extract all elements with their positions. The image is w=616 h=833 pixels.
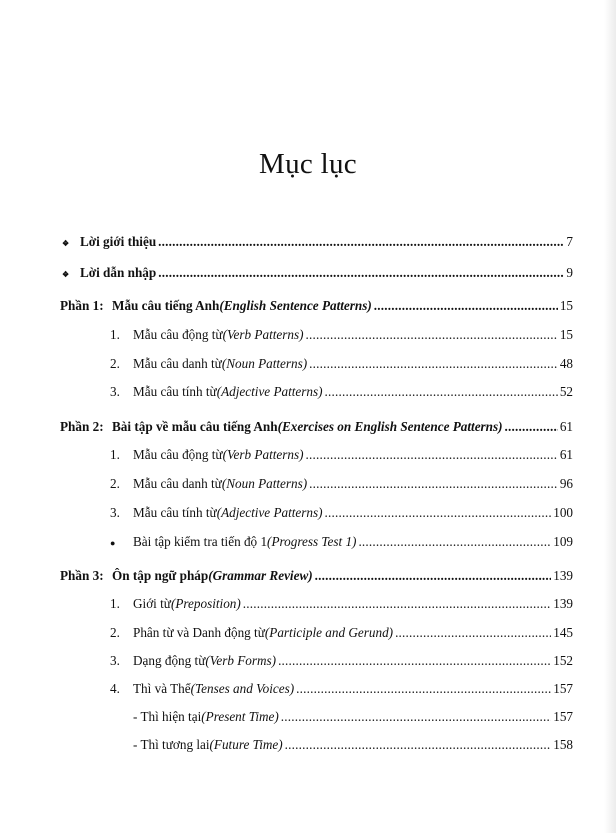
toc-entry-title: Mẫu câu danh từ	[133, 356, 222, 371]
toc-entry-page: 139	[553, 568, 573, 583]
toc-entry-title: Dạng động từ	[133, 653, 206, 668]
dot-leader	[306, 327, 558, 343]
dot-leader	[309, 356, 558, 372]
toc-entry-marker: Phần 1:	[60, 298, 104, 313]
toc-entry-marker: ●	[110, 538, 116, 548]
toc-entry-english-title: (Verb Patterns)	[222, 447, 304, 462]
toc-entry-page: 7	[566, 234, 573, 249]
toc-entry[interactable]	[110, 653, 573, 669]
toc-entry-page: 96	[559, 476, 573, 491]
dot-leader	[505, 419, 558, 435]
toc-entry-english-title: (Exercises on English Sentence Patterns)	[277, 419, 503, 434]
toc-entry-marker: 2.	[110, 476, 120, 491]
toc-entry[interactable]	[110, 476, 573, 492]
toc-entry-title: Mẫu câu danh từ	[133, 476, 222, 491]
page-edge-shadow	[604, 0, 616, 833]
toc-entry-page: 61	[559, 419, 573, 434]
dot-leader	[395, 625, 551, 641]
toc-entry-english-title: (Adjective Patterns)	[216, 384, 323, 399]
dot-leader	[325, 384, 558, 400]
toc-entry-page: 157	[553, 709, 573, 724]
toc-entry-marker: 1.	[110, 327, 120, 342]
dot-leader	[309, 476, 558, 492]
dot-leader	[325, 505, 552, 521]
toc-entry-marker: 2.	[110, 356, 120, 371]
dot-leader	[315, 568, 552, 584]
dot-leader	[281, 709, 551, 725]
toc-entry-title: - Thì tương lai	[133, 737, 210, 752]
toc-entry-marker: ❖	[62, 270, 70, 279]
toc-entry-marker: 3.	[110, 653, 120, 668]
toc-entry-english-title: (Adjective Patterns)	[216, 505, 323, 520]
toc-entry-marker: 1.	[110, 447, 120, 462]
dot-leader	[285, 737, 552, 753]
toc-entry-title: Lời giới thiệu	[80, 234, 157, 249]
toc-entry-page: 100	[553, 505, 573, 520]
toc-entry[interactable]	[133, 737, 573, 753]
dot-leader	[158, 234, 564, 250]
toc-entry-english-title: (Grammar Review)	[208, 568, 313, 583]
toc-entry-page: 15	[559, 327, 573, 342]
toc-entry[interactable]	[110, 625, 573, 641]
toc-entry-title: - Thì hiện tại	[133, 709, 202, 724]
toc-entry-english-title: (Noun Patterns)	[221, 356, 308, 371]
toc-entry-page: 152	[553, 653, 573, 668]
toc-entry[interactable]	[60, 419, 573, 435]
toc-entry[interactable]	[110, 681, 573, 697]
toc-entry-english-title: (Noun Patterns)	[221, 476, 308, 491]
toc-entry-page: 52	[559, 384, 573, 399]
toc-entry[interactable]	[60, 298, 573, 314]
toc-entry[interactable]	[110, 505, 573, 521]
toc-entry-page: 61	[559, 447, 573, 462]
toc-entry[interactable]	[133, 709, 573, 725]
toc-entry-title: Mẫu câu tiếng Anh	[112, 298, 220, 313]
toc-entry-english-title: (English Sentence Patterns)	[219, 298, 372, 313]
toc-entry-title: Mẫu câu động từ	[133, 447, 223, 462]
toc-entry-title: Ôn tập ngữ pháp	[112, 568, 209, 583]
toc-entry-marker: Phần 3:	[60, 568, 104, 583]
toc-entry-marker: Phần 2:	[60, 419, 104, 434]
toc-entry-title: Bài tập kiểm tra tiến độ 1	[133, 534, 268, 549]
dot-leader	[278, 653, 551, 669]
toc-entry-page: 157	[553, 681, 573, 696]
toc-entry-marker: 1.	[110, 596, 120, 611]
dot-leader	[296, 681, 551, 697]
toc-entry-page: 109	[553, 534, 573, 549]
toc-entry[interactable]	[110, 534, 573, 550]
toc-entry-english-title: (Verb Forms)	[205, 653, 277, 668]
toc-entry-english-title: (Verb Patterns)	[222, 327, 304, 342]
toc-entry-title: Giới từ	[133, 596, 171, 611]
page-title: Mục lục	[259, 148, 357, 180]
toc-entry-page: 139	[553, 596, 573, 611]
toc-entry-title: Mẫu câu động từ	[133, 327, 223, 342]
toc-entry-title: Thì và Thể	[133, 681, 191, 696]
dot-leader	[374, 298, 558, 314]
toc-entry-marker: ❖	[62, 239, 70, 248]
toc-entry-marker: 3.	[110, 384, 120, 399]
toc-entry[interactable]	[110, 447, 573, 463]
dot-leader	[306, 447, 558, 463]
toc-entry-title: Bài tập về mẫu câu tiếng Anh	[112, 419, 278, 434]
toc-entry-marker: 3.	[110, 505, 120, 520]
toc-entry-marker: 2.	[110, 625, 120, 640]
toc-entry[interactable]	[110, 327, 573, 343]
toc-entry-english-title: (Tenses and Voices)	[190, 681, 295, 696]
dot-leader	[158, 265, 564, 281]
toc-entry[interactable]	[60, 568, 573, 584]
toc-entry-english-title: (Progress Test 1)	[267, 534, 357, 549]
toc-entry[interactable]	[62, 234, 573, 250]
dot-leader	[243, 596, 551, 612]
toc-entry-english-title: (Future Time)	[209, 737, 283, 752]
toc-entry[interactable]	[110, 596, 573, 612]
toc-entry-page: 15	[559, 298, 573, 313]
toc-entry-page: 158	[553, 737, 573, 752]
toc-entry-title: Phân từ và Danh động từ	[133, 625, 265, 640]
toc-entry-title: Lời dẫn nhập	[80, 265, 157, 280]
dot-leader	[358, 534, 551, 550]
toc-entry-page: 48	[559, 356, 573, 371]
toc-entry-marker: 4.	[110, 681, 120, 696]
toc-entry-english-title: (Present Time)	[201, 709, 279, 724]
toc-entry-english-title: (Preposition)	[170, 596, 241, 611]
toc-entry-title: Mẫu câu tính từ	[133, 384, 217, 399]
toc-entry-title: Mẫu câu tính từ	[133, 505, 217, 520]
toc-entry[interactable]	[110, 384, 573, 400]
toc-entry-page: 9	[566, 265, 573, 280]
toc-entry[interactable]	[110, 356, 573, 372]
toc-entry-page: 145	[553, 625, 573, 640]
toc-entry-english-title: (Participle and Gerund)	[264, 625, 394, 640]
toc-entry[interactable]	[62, 265, 573, 281]
